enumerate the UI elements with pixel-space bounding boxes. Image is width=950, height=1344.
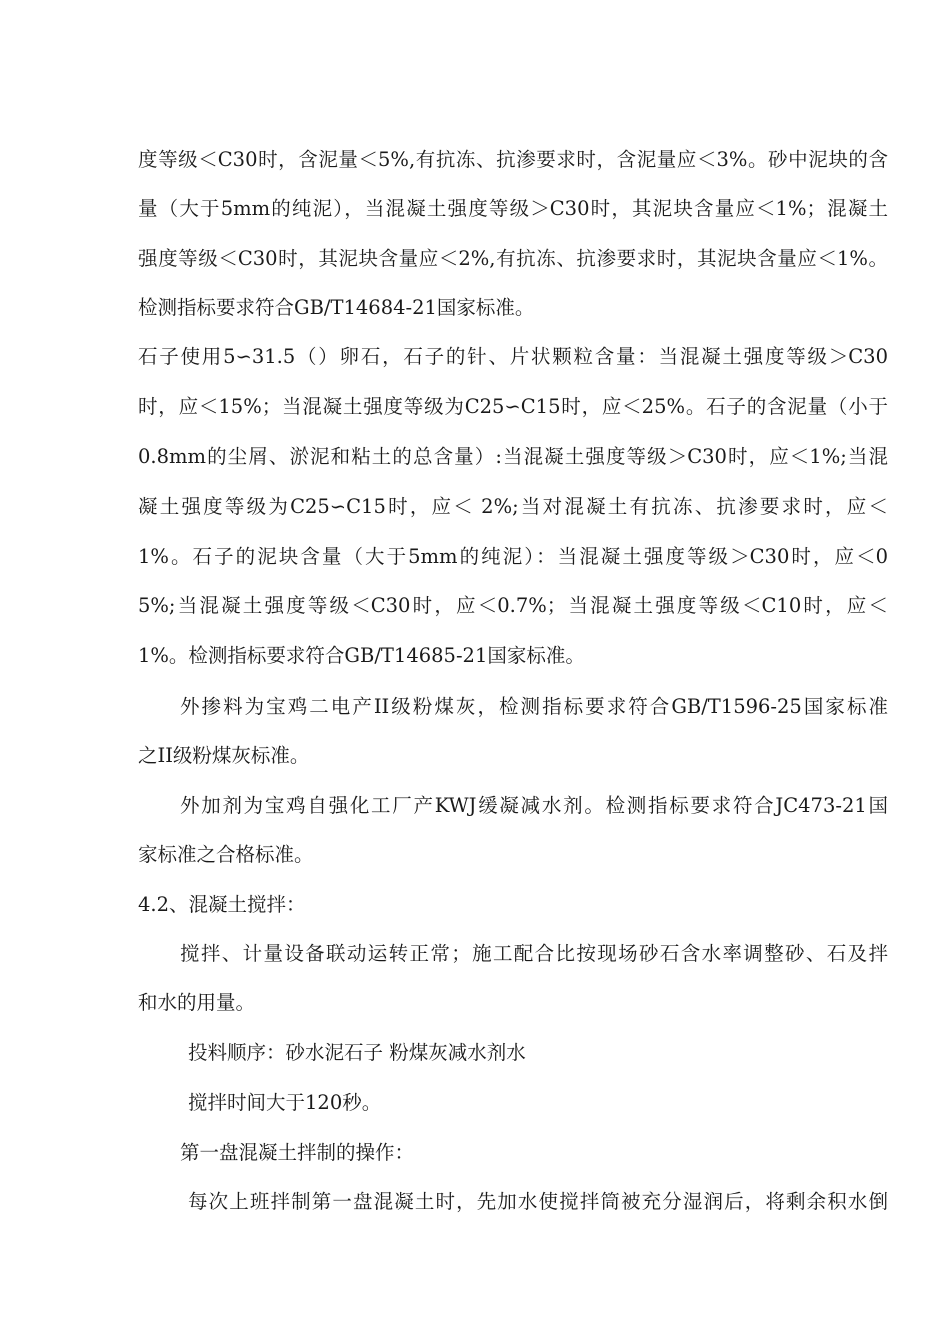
paragraph-line: 家标准之合格标准。 (138, 842, 314, 866)
paragraph-line: 每次上班拌制第一盘混凝土时，先加水使搅拌筒被充分湿润后，将剩余积水倒 (188, 1189, 888, 1213)
paragraph-line: 外加剂为宝鸡自强化工厂产KWJ缓凝减水剂。检测指标要求符合JC473-21国 (180, 793, 888, 817)
paragraph-line: 之II级粉煤灰标准。 (138, 743, 310, 767)
paragraph-line: 1%。检测指标要求符合GB/T14685-21国家标准。 (138, 643, 585, 667)
paragraph-line: 时，应＜15%；当混凝土强度等级为C25∽C15时，应＜25%。石子的含泥量（小于 (138, 394, 888, 418)
section-heading: 4.2、混凝土搅拌： (138, 892, 306, 916)
paragraph-line: 1%。石子的泥块含量（大于5mm的纯泥）：当混凝土强度等级＞C30时，应＜0 (138, 544, 888, 568)
paragraph-line: 0.8mm的尘屑、淤泥和粘土的总含量）:当混凝土强度等级＞C30时，应＜1%;当混 (138, 444, 888, 468)
paragraph-line: 量（大于5mm的纯泥），当混凝土强度等级＞C30时，其泥块含量应＜1%；混凝土 (138, 196, 888, 220)
paragraph-line: 外掺料为宝鸡二电产II级粉煤灰，检测指标要求符合GB/T1596-25国家标准 (180, 694, 888, 718)
paragraph-line: 石子使用5∽31.5（）卵石，石子的针、片状颗粒含量：当混凝土强度等级＞C30 (138, 344, 888, 368)
paragraph-line: 和水的用量。 (138, 990, 256, 1014)
paragraph-line: 强度等级＜C30时，其泥块含量应＜2%,有抗冻、抗渗要求时，其泥块含量应＜1%。 (138, 246, 888, 270)
paragraph-line: 检测指标要求符合GB/T14684-21国家标准。 (138, 295, 535, 319)
paragraph-line: 搅拌、计量设备联动运转正常；施工配合比按现场砂石含水率调整砂、石及拌 (180, 941, 888, 965)
paragraph-line: 投料顺序：砂水泥石子 粉煤灰减水剂水 (188, 1040, 526, 1064)
paragraph-line: 第一盘混凝土拌制的操作： (180, 1140, 415, 1164)
paragraph-line: 5%;当混凝土强度等级＜C30时，应＜0.7%；当混凝土强度等级＜C10时，应＜ (138, 593, 888, 617)
paragraph-line: 搅拌时间大于120秒。 (188, 1090, 382, 1114)
paragraph-line: 凝土强度等级为C25∽C15时，应＜ 2%;当对混凝土有抗冻、抗渗要求时，应＜ (138, 494, 888, 518)
paragraph-line: 度等级＜C30时，含泥量＜5%,有抗冻、抗渗要求时，含泥量应＜3%。砂中泥块的含 (138, 147, 888, 171)
